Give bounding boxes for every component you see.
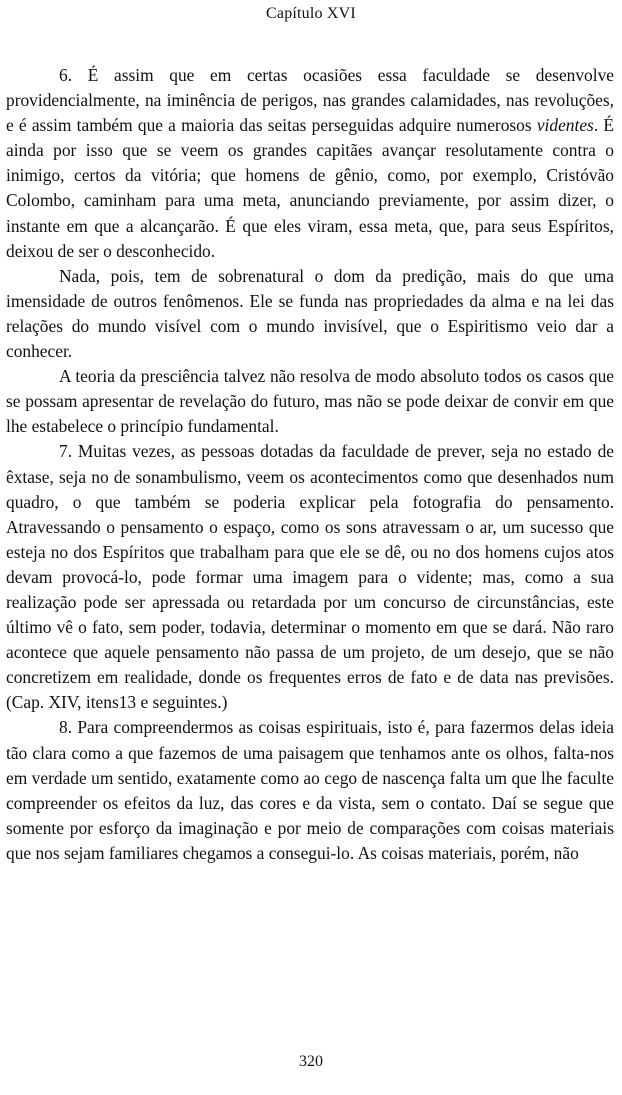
text-segment: Muitas vezes, as pessoas dotadas da faculdade de prever, seja no estado de êxtase, seja no de sonambulismo, veem os acontecimentos como que desenhados num quadro, o que também se poderia explicar pela fotografia do pensamento. Atravessando o pensamento o espaço, como os sons atravessam o ar, um sucesso que esteja no dos Espíritos que trabalham para que ele se dê, ou no dos homens cujos atos devam provocá-lo, pode formar uma imagem para o vidente; mas, como a sua realização pode ser apressada ou retardada por um concurso de circunstâncias, este último vê o fato, sem poder, todavia, determinar o momento em que se dará. Não raro acontece que aquele pensamento não passa de um projeto, de um desejo, que se não concretizem em realidade, donde os frequentes erros de fato e de data nas previsões. (Cap. XIV, itens13 e seguintes.) [6,441,614,713]
text-segment: Para compreendermos as coisas espirituais, isto é, para fazermos delas ideia tão clara como a que fazemos de uma paisagem que tenhamos ante os olhos, falta-nos em verdade um sentido, exatamente como ao cego de nascença falta um que lhe faculte compreender os efeitos da luz, das cores e da vista, sem o contato. Daí se segue que somente por esforço da imaginação e por meio de comparações com coisas materiais que nos sejam familiares chegamos a consegui-lo. As coisas materiais, porém, não [6,717,614,863]
paragraph-number: 6. [59,65,73,85]
text-segment: A teoria da presciência talvez não resolva de modo absoluto todos os casos que se possam apresentar de revelação do futuro, mas não se pode deixar de convir em que lhe estabelece o princípio fundamental. [6,366,614,437]
paragraph-6 [6,63,614,264]
page-number: 320 [299,1053,323,1070]
text-segment: . É ainda por isso que se veem os grandes capitães avançar resolutamente contra o inimigo, certos da vitória; que homens de gênio, como, por exemplo, Cristóvão Colombo, caminham para uma meta, anunciando previamente, por assim dizer, o instante em que a alcançarão. É que eles viram, essa meta, que, para seus Espíritos, deixou de ser o desconhecido. [6,115,614,261]
paragraph-8 [6,715,614,866]
body-text [6,63,614,866]
paragraph-6-continued-b [6,364,614,439]
text-segment: É assim que em certas ocasiões essa faculdade se desenvolve providencialmente, na iminência de perigos, nas grandes calamidades, nas revoluções, e é assim também que a maioria das seitas perseguidas adquire numerosos [6,65,614,136]
text-segment: Nada, pois, tem de sobrenatural o dom da predição, mais do que uma imensidade de outros fenômenos. Ele se funda nas propriedades da alma e na lei das relações do mundo visível com o mundo invisível, que o Espiritismo veio dar a conhecer. [6,265,614,362]
running-head-chapter: Capítulo XVI [266,5,356,22]
paragraph-7 [6,439,614,715]
paragraph-6-continued-a [6,264,614,364]
paragraph-number: 8. [59,717,73,738]
paragraph-number: 7. [59,441,73,462]
italic-term: videntes [536,115,594,136]
